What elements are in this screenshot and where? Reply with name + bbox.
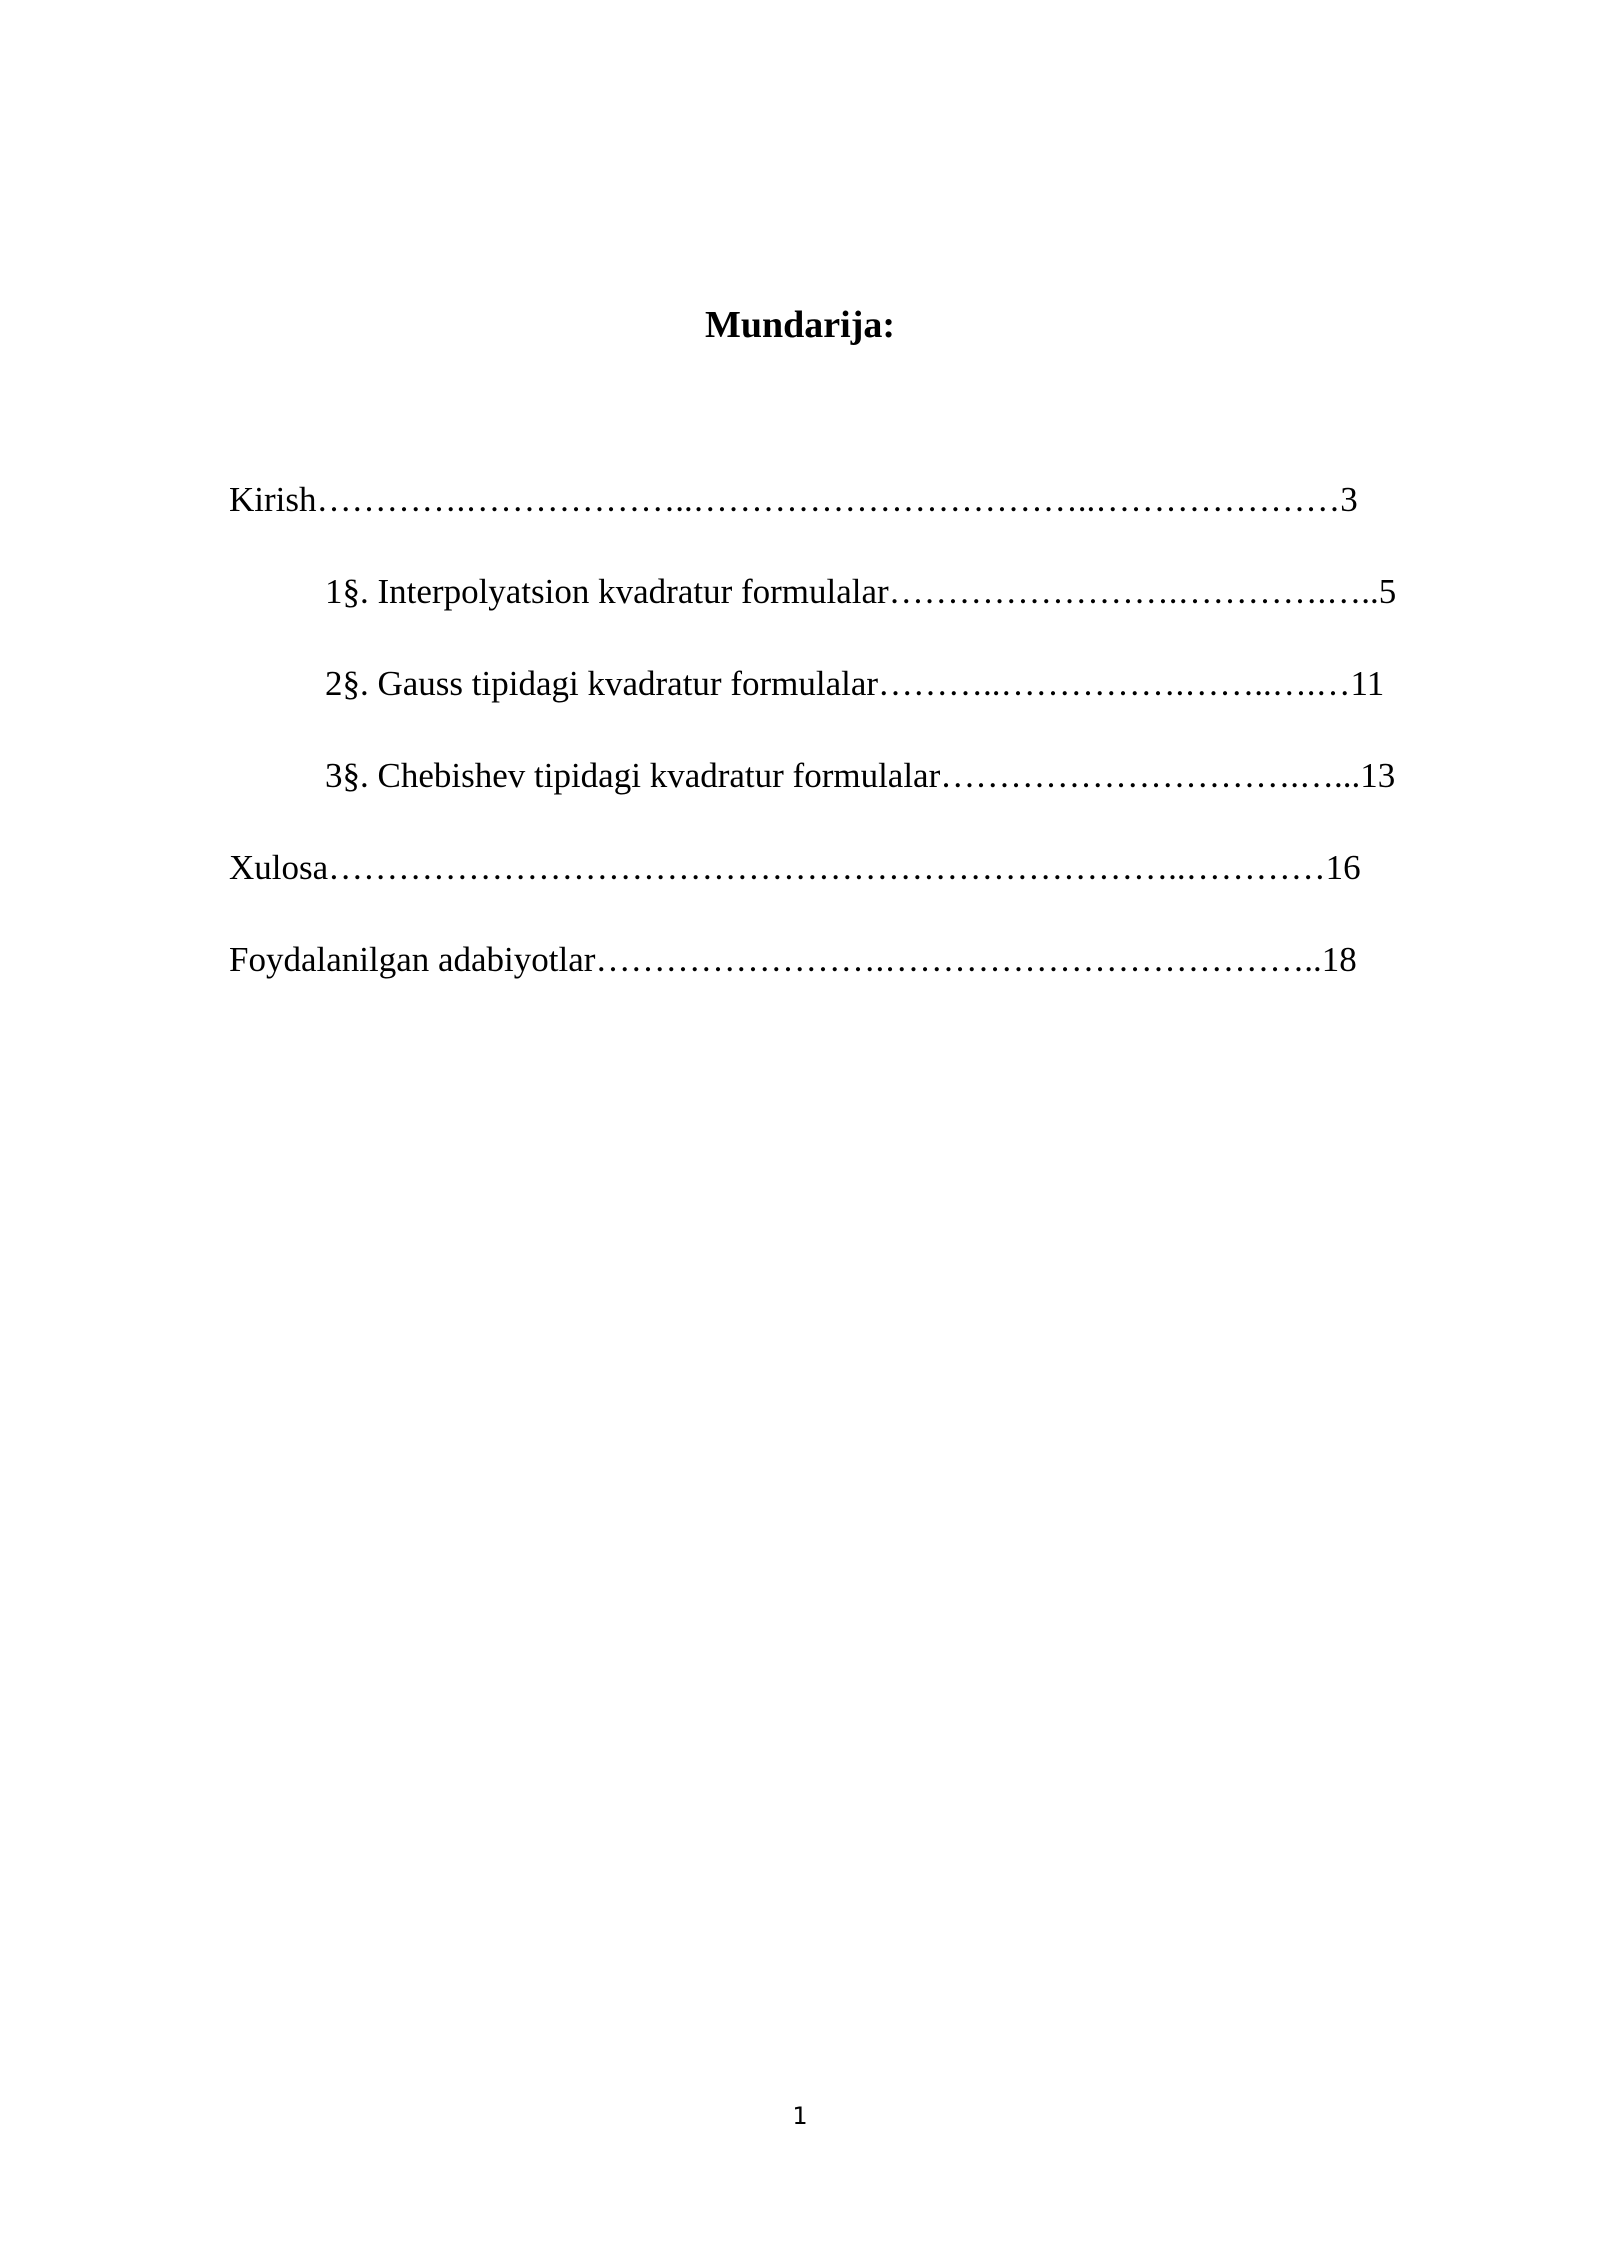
table-of-contents <box>229 470 1487 1022</box>
toc-dot-leader: ………….………………..……………………………..………………… <box>316 480 1341 519</box>
toc-page-number: 13 <box>1360 756 1396 795</box>
toc-page-number: .18 <box>1312 940 1357 979</box>
toc-dot-leader: ………………………………………………………………..………… <box>328 848 1326 887</box>
toc-entry-chebishev <box>229 746 1487 838</box>
toc-page-number: 5 <box>1378 572 1397 611</box>
toc-dot-leader: ………..…………….……..….… <box>878 664 1351 703</box>
toc-dot-leader: …………………….………………………………. <box>595 940 1313 979</box>
toc-entry-interpolyatsion <box>229 562 1487 654</box>
toc-entry-label: 3§. Chebishev tipidagi kvadratur formulalar <box>325 756 941 795</box>
toc-page-number: 11 <box>1350 664 1385 703</box>
toc-entry-xulosa <box>229 838 1487 930</box>
toc-entry-label: 1§. Interpolyatsion kvadratur formulalar <box>325 572 889 611</box>
toc-entry-label: Foydalanilgan adabiyotlar <box>229 940 596 979</box>
toc-entry-label: Kirish <box>229 480 317 519</box>
toc-page-number: 16 <box>1325 848 1361 887</box>
toc-entry-kirish <box>229 470 1487 562</box>
toc-entry-label: 2§. Gauss tipidagi kvadratur formulalar <box>325 664 879 703</box>
page-title: Mundarija: <box>705 304 895 346</box>
toc-dot-leader: ………………………….…... <box>940 756 1361 795</box>
page-number: 1 <box>792 2102 808 2130</box>
toc-entry-label: Xulosa <box>229 848 329 887</box>
toc-entry-gauss <box>229 654 1487 746</box>
toc-dot-leader: …………………….………….….. <box>888 572 1379 611</box>
toc-entry-adabiyotlar <box>229 930 1487 1022</box>
toc-page-number: 3 <box>1340 480 1358 519</box>
